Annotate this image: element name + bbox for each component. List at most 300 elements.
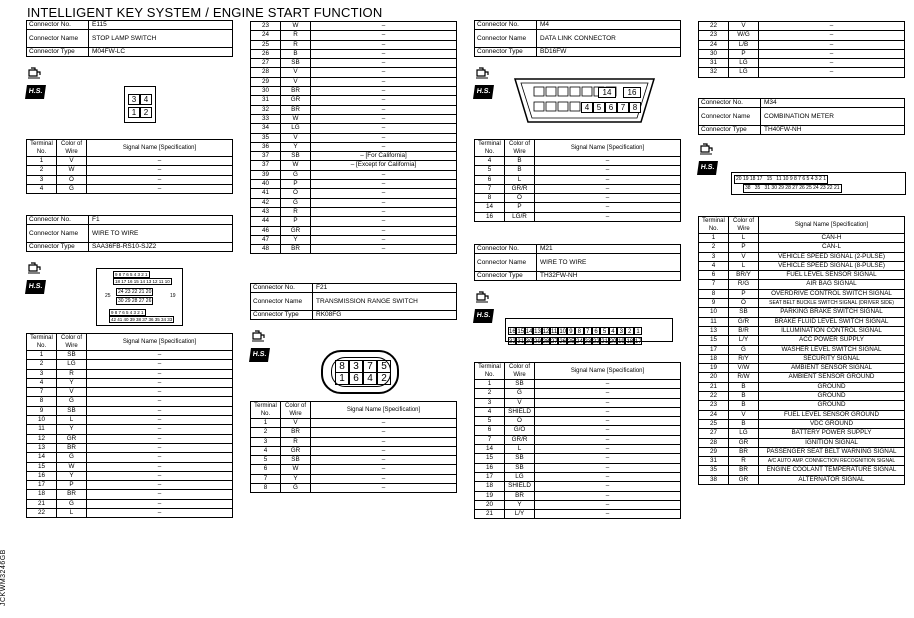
terminal-no-cell: 6 <box>699 271 729 280</box>
table-row <box>699 447 905 456</box>
table-row <box>27 388 233 397</box>
pin: 4 <box>609 327 617 335</box>
terminal-no-cell: 22 <box>27 509 57 518</box>
signal-name-cell: – <box>311 170 457 179</box>
signal-name-cell: – <box>311 114 457 123</box>
terminal-no-cell: 17 <box>475 472 505 481</box>
table-row <box>27 157 233 166</box>
signal-name-cell: – <box>535 435 681 444</box>
wire-color-cell: G/R <box>729 317 759 326</box>
signal-name-cell: – <box>311 235 457 244</box>
terminal-no-cell: 11 <box>27 425 57 434</box>
connector-name-value: DATA LINK CONNECTOR <box>537 30 681 48</box>
table-row <box>27 434 233 443</box>
table-row <box>475 417 681 426</box>
table-row <box>699 336 905 345</box>
signal-name-cell: – <box>311 217 457 226</box>
f21-info-table <box>250 283 457 320</box>
wire-color-cell: B <box>729 382 759 391</box>
table-row <box>475 389 681 398</box>
terminal-no-cell: 30 <box>699 49 729 58</box>
pin: 29 <box>534 339 541 345</box>
terminal-no-cell: 7 <box>475 184 505 193</box>
pin-row: 38 35 31 30 29 28 27 26 25 24 23 22 21 <box>745 185 840 191</box>
harness-side-icon: H.S. <box>474 291 493 323</box>
signal-name-cell: ILLUMINATION CONTROL SIGNAL <box>759 326 905 335</box>
f1-terminal-table-continued <box>250 21 457 254</box>
pin: 11 <box>551 329 558 335</box>
table-row <box>475 184 681 193</box>
terminal-no-cell: 13 <box>699 326 729 335</box>
connector-type-value: SAA36FB-RS10-SJZ2 <box>89 243 233 252</box>
connector-type-label: Connector Type <box>251 311 313 320</box>
terminal-no-cell: 3 <box>27 369 57 378</box>
terminal-no-cell: 6 <box>251 465 281 474</box>
pin: 31 <box>517 339 525 345</box>
wire-color-cell: B <box>505 166 535 175</box>
signal-name-cell: GROUND <box>759 392 905 401</box>
wire-color-cell: O <box>505 417 535 426</box>
signal-name-cell: – <box>87 490 233 499</box>
terminal-no-cell: 42 <box>251 198 281 207</box>
signal-name-cell: – <box>87 481 233 490</box>
signal-name-cell: AIR BAG SIGNAL <box>759 280 905 289</box>
table-row <box>699 234 905 243</box>
signal-name-cell: OVERDRIVE CONTROL SWITCH SIGNAL <box>759 289 905 298</box>
signal-name-cell: – <box>87 175 233 184</box>
terminal-no-cell: 3 <box>475 398 505 407</box>
wire-color-cell: LG <box>729 68 759 77</box>
signal-name-cell: FUEL LEVEL SENSOR SIGNAL <box>759 271 905 280</box>
f1-info-table <box>26 215 233 252</box>
wire-color-cell: B <box>281 49 311 58</box>
pin: 6 <box>349 372 363 385</box>
terminal-no-cell: 15 <box>699 336 729 345</box>
pin: 19 <box>618 339 625 345</box>
wire-color-cell: W <box>281 465 311 474</box>
wire-color-cell: W <box>281 161 311 170</box>
signal-name-cell: – <box>87 443 233 452</box>
pin: 22 <box>592 339 600 345</box>
table-row <box>27 378 233 387</box>
page-title: INTELLIGENT KEY SYSTEM / ENGINE START FUNCTION <box>27 5 383 20</box>
signal-name-cell: – [For California] <box>311 152 457 161</box>
wire-color-cell: V <box>281 68 311 77</box>
terminal-no-cell: 5 <box>475 417 505 426</box>
terminal-no-cell: 17 <box>27 481 57 490</box>
signal-name-header: Signal Name [Specification] <box>535 140 681 157</box>
pin: 14 <box>525 329 533 335</box>
table-row <box>27 443 233 452</box>
table-row <box>699 68 905 77</box>
terminal-no-cell: 46 <box>251 226 281 235</box>
wire-color-cell: GR <box>57 434 87 443</box>
signal-name-cell: – <box>535 184 681 193</box>
harness-side-icon: H.S. <box>474 67 493 99</box>
table-row <box>475 482 681 491</box>
table-row <box>475 435 681 444</box>
table-row <box>27 499 233 508</box>
signal-name-cell: – <box>87 453 233 462</box>
table-row <box>699 261 905 270</box>
signal-name-cell: VEHICLE SPEED SIGNAL (2-PULSE) <box>759 252 905 261</box>
wire-color-cell: G/O <box>505 426 535 435</box>
terminal-no-cell: 14 <box>475 445 505 454</box>
table-row <box>27 471 233 480</box>
pin-row: 18 17 16 15 14 13 12 11 10 <box>115 279 170 284</box>
terminal-no-cell: 11 <box>699 317 729 326</box>
signal-name-cell: – <box>87 499 233 508</box>
wire-color-cell: V <box>57 388 87 397</box>
f21-connector-face <box>321 350 399 394</box>
wire-color-cell: GR/R <box>505 184 535 193</box>
connector-name-label: Connector Name <box>699 108 761 126</box>
wire-color-cell: G <box>57 184 87 193</box>
signal-name-cell: A/C AUTO AMP. CONNECTION RECOGNITION SIGNAL <box>759 457 905 466</box>
terminal-no-cell: 4 <box>27 378 57 387</box>
terminal-no-cell: 8 <box>27 397 57 406</box>
terminal-no-cell: 9 <box>27 406 57 415</box>
terminal-no-cell: 19 <box>699 364 729 373</box>
terminal-no-cell: 30 <box>251 87 281 96</box>
pin: 7 <box>584 327 592 335</box>
table-row <box>699 59 905 68</box>
pin: 1 <box>634 327 642 335</box>
signal-name-cell: – <box>311 96 457 105</box>
connector-type-label: Connector Type <box>475 48 537 57</box>
table-row <box>699 419 905 428</box>
signal-name-cell: ALTERNATOR SIGNAL <box>759 475 905 484</box>
wire-color-cell: BR <box>505 491 535 500</box>
pin: 16 <box>509 329 516 335</box>
connector-name-label: Connector Name <box>27 30 89 48</box>
terminal-no-cell: 20 <box>475 500 505 509</box>
signal-name-cell: – <box>535 445 681 454</box>
signal-name-cell: – <box>535 157 681 166</box>
wire-color-cell: BR <box>57 490 87 499</box>
wire-color-cell: O <box>281 189 311 198</box>
table-row <box>27 416 233 425</box>
terminal-no-cell: 26 <box>251 49 281 58</box>
pin-row: 9 8 7 6 5 4 3 2 1 <box>111 310 144 315</box>
e115-info-table <box>26 20 233 57</box>
terminal-no-cell: 16 <box>475 212 505 221</box>
signal-name-cell: – <box>535 407 681 416</box>
wire-color-cell: B <box>729 392 759 401</box>
signal-name-cell: – <box>759 22 905 31</box>
wire-color-cell: L/Y <box>729 336 759 345</box>
signal-name-cell: GROUND <box>759 382 905 391</box>
signal-name-cell: – <box>535 454 681 463</box>
terminal-no-cell: 18 <box>699 354 729 363</box>
table-row <box>475 166 681 175</box>
table-row <box>251 31 457 40</box>
wire-color-cell: P <box>57 481 87 490</box>
pin: 1 <box>128 107 140 118</box>
signal-name-cell: – <box>311 40 457 49</box>
signal-name-cell: VDC GROUND <box>759 419 905 428</box>
pin: 4 <box>140 94 152 105</box>
terminal-no-header: Terminal No. <box>251 402 281 419</box>
signal-name-cell: – <box>87 378 233 387</box>
signal-name-cell: – <box>759 49 905 58</box>
table-row <box>699 354 905 363</box>
table-row <box>699 280 905 289</box>
connector-name-value: WIRE TO WIRE <box>89 225 233 243</box>
wire-color-cell: LG <box>729 429 759 438</box>
table-row <box>699 22 905 31</box>
connector-no-value: F21 <box>313 284 457 293</box>
table-row <box>475 426 681 435</box>
terminal-no-cell: 6 <box>475 426 505 435</box>
signal-name-cell: AMBIENT SENSOR SIGNAL <box>759 364 905 373</box>
terminal-no-cell: 10 <box>699 308 729 317</box>
terminal-no-cell: 14 <box>27 453 57 462</box>
wire-color-cell: GR <box>729 438 759 447</box>
signal-name-cell: – <box>535 398 681 407</box>
signal-name-cell: – [Except for California] <box>311 161 457 170</box>
signal-name-cell: – <box>311 465 457 474</box>
terminal-no-cell: 3 <box>27 175 57 184</box>
table-row <box>27 184 233 193</box>
table-row <box>251 235 457 244</box>
table-row <box>251 428 457 437</box>
table-row <box>251 49 457 58</box>
table-row <box>27 481 233 490</box>
signal-name-cell: CAN-H <box>759 234 905 243</box>
table-row <box>27 369 233 378</box>
signal-name-cell: – <box>311 105 457 114</box>
wire-color-cell: BR <box>281 105 311 114</box>
terminal-no-cell: 40 <box>251 180 281 189</box>
wire-color-cell: SB <box>281 456 311 465</box>
wire-color-cell: Y <box>57 425 87 434</box>
m4-connector-face <box>511 77 658 124</box>
wire-color-cell: BR <box>57 443 87 452</box>
wire-color-cell: P <box>281 180 311 189</box>
table-row <box>699 271 905 280</box>
signal-name-cell: ACC POWER SUPPLY <box>759 336 905 345</box>
wire-color-cell: V <box>281 419 311 428</box>
wire-color-cell: BR <box>281 428 311 437</box>
signal-name-cell: – <box>535 426 681 435</box>
terminal-no-cell: 4 <box>475 157 505 166</box>
terminal-no-cell: 24 <box>699 40 729 49</box>
pin: 24 <box>576 339 583 345</box>
m34-terminal-table <box>698 216 905 485</box>
terminal-no-cell: 4 <box>475 407 505 416</box>
pin: 8 <box>335 360 349 373</box>
terminal-no-cell: 15 <box>475 454 505 463</box>
pin: 2 <box>377 372 391 385</box>
wire-color-cell: R <box>729 457 759 466</box>
terminal-no-cell: 4 <box>251 446 281 455</box>
table-row <box>475 510 681 519</box>
table-row <box>699 429 905 438</box>
pin: 8 <box>575 327 583 335</box>
table-row <box>251 142 457 151</box>
connector-type-label: Connector Type <box>699 126 761 135</box>
signal-name-cell: – <box>535 472 681 481</box>
terminal-no-cell: 32 <box>699 68 729 77</box>
table-row <box>699 457 905 466</box>
harness-side-icon: H.S. <box>26 262 45 294</box>
color-of-wire-header: Color of Wire <box>57 334 87 351</box>
signal-name-cell: – <box>311 31 457 40</box>
signal-name-cell: – <box>311 456 457 465</box>
pin: 10 <box>559 329 567 335</box>
table-row <box>251 68 457 77</box>
signal-name-cell: – <box>87 360 233 369</box>
terminal-no-cell: 1 <box>251 419 281 428</box>
table-row <box>27 462 233 471</box>
connector-no-value: M4 <box>537 21 681 30</box>
signal-name-cell: – <box>311 124 457 133</box>
table-row <box>475 175 681 184</box>
signal-name-header: Signal Name [Specification] <box>759 217 905 234</box>
table-row <box>251 189 457 198</box>
wire-color-cell: V <box>729 410 759 419</box>
wire-color-cell: L <box>729 261 759 270</box>
wire-color-cell: W <box>281 22 311 31</box>
terminal-no-header: Terminal No. <box>27 334 57 351</box>
signal-name-cell: – <box>311 77 457 86</box>
connector-name-value: TRANSMISSION RANGE SWITCH <box>313 293 457 311</box>
m21-info-table <box>474 244 681 281</box>
table-row <box>27 425 233 434</box>
terminal-no-cell: 23 <box>699 31 729 40</box>
terminal-no-cell: 31 <box>699 457 729 466</box>
wire-color-cell: GR <box>281 96 311 105</box>
pin-row: 20 19 18 17 15 11 10 9 8 7 6 5 4 3 2 1 <box>736 176 826 182</box>
terminal-no-cell: 35 <box>699 466 729 475</box>
wire-color-cell: V <box>57 157 87 166</box>
terminal-no-cell: 39 <box>251 170 281 179</box>
terminal-no-cell: 17 <box>699 345 729 354</box>
e115-terminal-table <box>26 139 233 194</box>
wire-color-cell: L/Y <box>505 510 535 519</box>
signal-name-cell: – <box>311 446 457 455</box>
connector-type-value: BD16FW <box>537 48 681 57</box>
signal-name-cell: – <box>311 49 457 58</box>
table-row <box>475 491 681 500</box>
terminal-no-cell: 27 <box>251 59 281 68</box>
wire-color-cell: G <box>729 345 759 354</box>
wire-color-cell: SB <box>57 351 87 360</box>
terminal-no-header: Terminal No. <box>475 140 505 157</box>
terminal-no-cell: 12 <box>27 434 57 443</box>
terminal-no-cell: 32 <box>251 105 281 114</box>
wire-color-cell: Y <box>281 235 311 244</box>
wire-color-cell: P <box>729 243 759 252</box>
pin: 8 <box>629 102 641 113</box>
terminal-no-cell: 18 <box>27 490 57 499</box>
pin-row: 30 29 28 27 26 <box>118 298 152 304</box>
pin: 5 <box>377 360 391 373</box>
terminal-no-cell: 38 <box>699 475 729 484</box>
table-row <box>699 49 905 58</box>
terminal-no-cell: 5 <box>475 166 505 175</box>
pin: 5 <box>600 327 608 335</box>
terminal-no-cell: 20 <box>699 373 729 382</box>
table-row <box>699 326 905 335</box>
terminal-no-cell: 33 <box>251 114 281 123</box>
m21-terminal-table <box>474 362 681 519</box>
connector-type-label: Connector Type <box>475 272 537 281</box>
pin: 12 <box>542 329 550 335</box>
connector-name-value: STOP LAMP SWITCH <box>89 30 233 48</box>
terminal-no-cell: 48 <box>251 245 281 254</box>
signal-name-cell: – <box>311 68 457 77</box>
m4-terminal-table <box>474 139 681 222</box>
color-of-wire-header: Color of Wire <box>281 402 311 419</box>
terminal-no-cell: 25 <box>699 419 729 428</box>
pin-row: 24 23 22 21 20 <box>118 289 152 295</box>
wire-color-cell: W/G <box>729 31 759 40</box>
terminal-no-cell: 14 <box>475 203 505 212</box>
terminal-no-cell: 4 <box>27 184 57 193</box>
signal-name-cell: – <box>87 434 233 443</box>
connector-no-label: Connector No. <box>475 245 537 254</box>
terminal-no-cell: 35 <box>251 133 281 142</box>
m21-connector-face <box>505 318 673 345</box>
pin: 30 <box>525 339 533 345</box>
pin: 7 <box>617 102 629 113</box>
m34-connector-face <box>731 172 906 195</box>
table-row <box>699 317 905 326</box>
wire-color-cell: L <box>505 445 535 454</box>
signal-name-cell: SECURITY SIGNAL <box>759 354 905 363</box>
pin-row <box>508 330 642 348</box>
connector-name-label: Connector Name <box>251 293 313 311</box>
wire-color-cell: V <box>729 252 759 261</box>
signal-name-cell: – <box>87 388 233 397</box>
signal-name-cell: – <box>87 416 233 425</box>
table-row <box>699 438 905 447</box>
terminal-no-cell: 9 <box>699 299 729 308</box>
connector-name-value: WIRE TO WIRE <box>537 254 681 272</box>
signal-name-cell: – <box>311 437 457 446</box>
wire-color-cell: G <box>57 499 87 508</box>
terminal-no-cell: 25 <box>251 40 281 49</box>
wire-color-cell: R <box>281 31 311 40</box>
wire-color-cell: R/W <box>729 373 759 382</box>
wire-color-cell: R <box>281 40 311 49</box>
pin: 13 <box>534 329 541 335</box>
terminal-no-cell: 2 <box>27 166 57 175</box>
table-row <box>699 475 905 484</box>
table-row <box>475 194 681 203</box>
terminal-no-cell: 24 <box>699 410 729 419</box>
table-row <box>699 31 905 40</box>
connector-type-value: TH32FW-NH <box>537 272 681 281</box>
terminal-no-cell: 4 <box>699 261 729 270</box>
signal-name-cell: – <box>87 471 233 480</box>
wire-color-cell: B <box>729 401 759 410</box>
connector-no-value: E115 <box>89 21 233 30</box>
terminal-no-cell: 47 <box>251 235 281 244</box>
wire-color-cell: O <box>57 175 87 184</box>
wire-color-cell: L <box>505 175 535 184</box>
signal-name-cell: WASHER LEVEL SWITCH SIGNAL <box>759 345 905 354</box>
wire-color-cell: R/G <box>729 280 759 289</box>
signal-name-cell: – <box>87 462 233 471</box>
wire-color-cell: LG <box>57 360 87 369</box>
table-row <box>475 454 681 463</box>
wire-color-cell: W <box>57 462 87 471</box>
signal-name-cell: – <box>535 482 681 491</box>
signal-name-cell: – <box>759 59 905 68</box>
